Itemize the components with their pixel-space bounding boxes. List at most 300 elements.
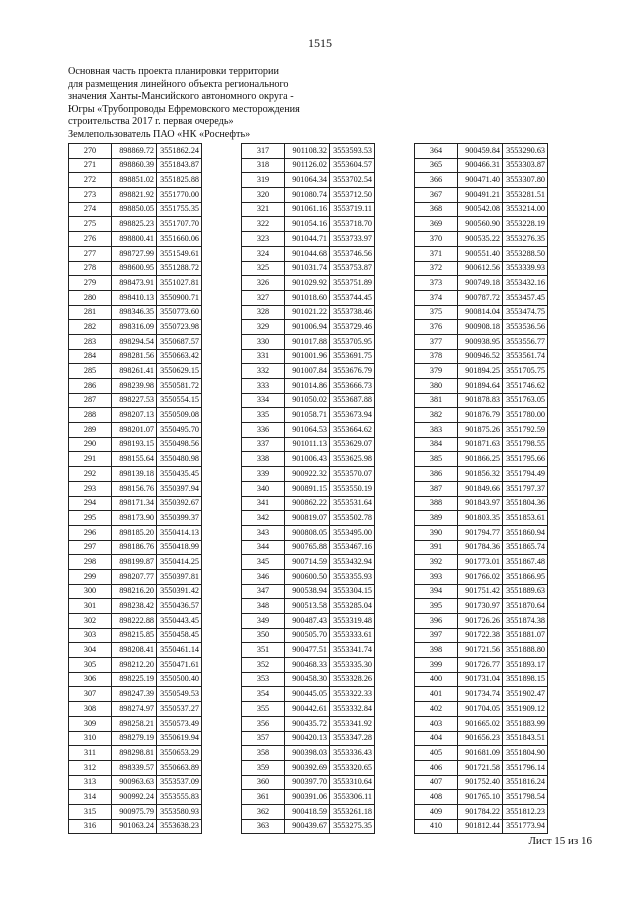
table-row bbox=[415, 305, 548, 320]
coordinate-y: 3553275.35 bbox=[330, 819, 375, 834]
coordinate-x: 901044.68 bbox=[285, 246, 330, 261]
point-number: 271 bbox=[69, 158, 112, 173]
coordinate-x: 900435.72 bbox=[285, 716, 330, 731]
table-row bbox=[242, 408, 375, 423]
coordinates-table-1 bbox=[68, 143, 202, 834]
coordinate-x: 901871.63 bbox=[458, 437, 503, 452]
point-number: 369 bbox=[415, 217, 458, 232]
coordinate-x: 901681.09 bbox=[458, 746, 503, 761]
coordinate-x: 901784.36 bbox=[458, 540, 503, 555]
point-number: 317 bbox=[242, 144, 285, 159]
table-row bbox=[415, 687, 548, 702]
coordinate-y: 3553432.94 bbox=[330, 555, 375, 570]
coordinate-x: 900391.06 bbox=[285, 790, 330, 805]
point-number: 392 bbox=[415, 555, 458, 570]
coordinate-y: 3553307.80 bbox=[503, 173, 548, 188]
point-number: 361 bbox=[242, 790, 285, 805]
coordinate-x: 898215.85 bbox=[112, 628, 157, 643]
table-row bbox=[415, 232, 548, 247]
coordinate-x: 901734.74 bbox=[458, 687, 503, 702]
coordinate-x: 900418.59 bbox=[285, 804, 330, 819]
table-row bbox=[415, 804, 548, 819]
coordinate-x: 901876.79 bbox=[458, 408, 503, 423]
coordinate-x: 901894.25 bbox=[458, 364, 503, 379]
coordinate-y: 3550773.60 bbox=[157, 305, 202, 320]
coordinate-x: 901803.35 bbox=[458, 511, 503, 526]
coordinate-x: 900862.22 bbox=[285, 496, 330, 511]
table-row bbox=[69, 217, 202, 232]
point-number: 316 bbox=[69, 819, 112, 834]
table-row bbox=[242, 672, 375, 687]
coordinate-x: 901064.53 bbox=[285, 423, 330, 438]
coordinate-y: 3553702.54 bbox=[330, 173, 375, 188]
coordinate-y: 3551843.51 bbox=[503, 731, 548, 746]
table-row bbox=[69, 408, 202, 423]
coordinate-x: 898473.91 bbox=[112, 276, 157, 291]
coordinate-y: 3551804.90 bbox=[503, 746, 548, 761]
coordinate-x: 898261.41 bbox=[112, 364, 157, 379]
coordinate-y: 3550537.27 bbox=[157, 702, 202, 717]
coordinate-y: 3551705.75 bbox=[503, 364, 548, 379]
point-number: 328 bbox=[242, 305, 285, 320]
coordinate-y: 3550509.08 bbox=[157, 408, 202, 423]
coordinate-x: 898800.41 bbox=[112, 232, 157, 247]
coordinate-x: 901058.71 bbox=[285, 408, 330, 423]
table-row bbox=[69, 232, 202, 247]
table-row bbox=[415, 452, 548, 467]
table-row bbox=[242, 702, 375, 717]
coordinate-x: 898298.81 bbox=[112, 746, 157, 761]
point-number: 275 bbox=[69, 217, 112, 232]
coordinate-y: 3551865.74 bbox=[503, 540, 548, 555]
coordinate-x: 900819.07 bbox=[285, 511, 330, 526]
coordinate-x: 901001.96 bbox=[285, 349, 330, 364]
table-row bbox=[69, 643, 202, 658]
point-number: 290 bbox=[69, 437, 112, 452]
point-number: 343 bbox=[242, 525, 285, 540]
point-number: 334 bbox=[242, 393, 285, 408]
point-number: 350 bbox=[242, 628, 285, 643]
coordinate-y: 3553276.35 bbox=[503, 232, 548, 247]
point-number: 320 bbox=[242, 188, 285, 203]
coordinate-x: 900445.05 bbox=[285, 687, 330, 702]
coordinate-x: 901721.58 bbox=[458, 760, 503, 775]
coordinate-y: 3553332.84 bbox=[330, 702, 375, 717]
coordinate-x: 898294.54 bbox=[112, 334, 157, 349]
coordinate-x: 898207.77 bbox=[112, 569, 157, 584]
point-number: 408 bbox=[415, 790, 458, 805]
table-row bbox=[242, 614, 375, 629]
coordinate-y: 3553467.16 bbox=[330, 540, 375, 555]
table-row bbox=[242, 584, 375, 599]
coordinate-y: 3551860.94 bbox=[503, 525, 548, 540]
table-row bbox=[415, 290, 548, 305]
coordinate-x: 898216.20 bbox=[112, 584, 157, 599]
point-number: 313 bbox=[69, 775, 112, 790]
point-number: 331 bbox=[242, 349, 285, 364]
table-row bbox=[242, 525, 375, 540]
coordinate-x: 900560.90 bbox=[458, 217, 503, 232]
coordinate-y: 3550436.57 bbox=[157, 599, 202, 614]
coordinate-y: 3551898.15 bbox=[503, 672, 548, 687]
point-number: 292 bbox=[69, 467, 112, 482]
coordinate-x: 898171.34 bbox=[112, 496, 157, 511]
point-number: 274 bbox=[69, 202, 112, 217]
point-number: 395 bbox=[415, 599, 458, 614]
coordinate-y: 3550458.45 bbox=[157, 628, 202, 643]
coordinate-y: 3553306.11 bbox=[330, 790, 375, 805]
table-row bbox=[242, 511, 375, 526]
table-row bbox=[69, 540, 202, 555]
table-row bbox=[242, 569, 375, 584]
point-number: 302 bbox=[69, 614, 112, 629]
table-row bbox=[242, 144, 375, 159]
point-number: 394 bbox=[415, 584, 458, 599]
coordinate-y: 3550392.67 bbox=[157, 496, 202, 511]
coordinate-y: 3553570.07 bbox=[330, 467, 375, 482]
point-number: 321 bbox=[242, 202, 285, 217]
coordinate-y: 3550573.49 bbox=[157, 716, 202, 731]
coordinate-y: 3551798.55 bbox=[503, 437, 548, 452]
table-row bbox=[415, 246, 548, 261]
coordinate-y: 3551773.94 bbox=[503, 819, 548, 834]
coordinate-x: 901018.60 bbox=[285, 290, 330, 305]
table-row bbox=[415, 173, 548, 188]
table-row bbox=[242, 261, 375, 276]
coordinate-y: 3550414.25 bbox=[157, 555, 202, 570]
coordinate-x: 901665.02 bbox=[458, 716, 503, 731]
coordinate-x: 900963.63 bbox=[112, 775, 157, 790]
coordinate-x: 901730.97 bbox=[458, 599, 503, 614]
title-line: значения Ханты-Мансийского автономного округа - bbox=[68, 91, 294, 103]
coordinate-x: 901794.77 bbox=[458, 525, 503, 540]
coordinate-y: 3550435.45 bbox=[157, 467, 202, 482]
point-number: 319 bbox=[242, 173, 285, 188]
coordinate-x: 900442.61 bbox=[285, 702, 330, 717]
table-row bbox=[242, 232, 375, 247]
table-row bbox=[242, 349, 375, 364]
table-row bbox=[242, 687, 375, 702]
point-number: 402 bbox=[415, 702, 458, 717]
point-number: 344 bbox=[242, 540, 285, 555]
table-row bbox=[69, 202, 202, 217]
coordinate-y: 3553339.93 bbox=[503, 261, 548, 276]
table-row bbox=[69, 320, 202, 335]
point-number: 282 bbox=[69, 320, 112, 335]
table-row bbox=[69, 496, 202, 511]
point-number: 379 bbox=[415, 364, 458, 379]
table-row bbox=[242, 320, 375, 335]
table-row bbox=[415, 349, 548, 364]
coordinate-x: 898139.18 bbox=[112, 467, 157, 482]
coordinate-x: 898727.99 bbox=[112, 246, 157, 261]
coordinate-x: 900439.67 bbox=[285, 819, 330, 834]
coordinates-table-2 bbox=[241, 143, 375, 834]
table-row bbox=[242, 437, 375, 452]
coordinate-x: 900922.32 bbox=[285, 467, 330, 482]
coordinate-x: 900908.18 bbox=[458, 320, 503, 335]
table-row bbox=[242, 173, 375, 188]
point-number: 333 bbox=[242, 379, 285, 394]
coordinate-y: 3551794.49 bbox=[503, 467, 548, 482]
coordinate-y: 3550549.53 bbox=[157, 687, 202, 702]
point-number: 393 bbox=[415, 569, 458, 584]
point-number: 304 bbox=[69, 643, 112, 658]
coordinate-x: 901894.64 bbox=[458, 379, 503, 394]
point-number: 352 bbox=[242, 658, 285, 673]
table-row bbox=[415, 790, 548, 805]
point-number: 356 bbox=[242, 716, 285, 731]
table-row bbox=[415, 364, 548, 379]
coordinate-y: 3550399.37 bbox=[157, 511, 202, 526]
point-number: 325 bbox=[242, 261, 285, 276]
coordinate-y: 3550480.98 bbox=[157, 452, 202, 467]
coordinate-y: 3553561.74 bbox=[503, 349, 548, 364]
coordinate-y: 3553550.19 bbox=[330, 481, 375, 496]
coordinate-x: 900468.33 bbox=[285, 658, 330, 673]
table-row bbox=[69, 775, 202, 790]
coordinate-y: 3550471.61 bbox=[157, 658, 202, 673]
point-number: 283 bbox=[69, 334, 112, 349]
coordinate-y: 3553319.48 bbox=[330, 614, 375, 629]
coordinate-y: 3553474.75 bbox=[503, 305, 548, 320]
point-number: 337 bbox=[242, 437, 285, 452]
coordinate-x: 900420.13 bbox=[285, 731, 330, 746]
table-row bbox=[69, 525, 202, 540]
table-row bbox=[415, 525, 548, 540]
coordinate-y: 3553629.07 bbox=[330, 437, 375, 452]
table-row bbox=[415, 584, 548, 599]
coordinate-y: 3551780.00 bbox=[503, 408, 548, 423]
coordinate-x: 900891.15 bbox=[285, 481, 330, 496]
table-row bbox=[69, 173, 202, 188]
coordinate-y: 3553214.00 bbox=[503, 202, 548, 217]
table-row bbox=[242, 496, 375, 511]
coordinate-x: 901866.25 bbox=[458, 452, 503, 467]
coordinate-x: 900551.40 bbox=[458, 246, 503, 261]
point-number: 296 bbox=[69, 525, 112, 540]
coordinate-y: 3553673.94 bbox=[330, 408, 375, 423]
table-row bbox=[69, 437, 202, 452]
coordinate-x: 898208.41 bbox=[112, 643, 157, 658]
sheet-counter: Лист 15 из 16 bbox=[528, 835, 592, 847]
point-number: 309 bbox=[69, 716, 112, 731]
table-row bbox=[415, 144, 548, 159]
coordinate-x: 900459.84 bbox=[458, 144, 503, 159]
coordinate-x: 900814.04 bbox=[458, 305, 503, 320]
title-line: для размещения линейного объекта регионального bbox=[68, 78, 289, 90]
coordinate-x: 901812.44 bbox=[458, 819, 503, 834]
coordinate-x: 901108.32 bbox=[285, 144, 330, 159]
coordinate-y: 3550414.13 bbox=[157, 525, 202, 540]
point-number: 276 bbox=[69, 232, 112, 247]
coordinate-y: 3553753.87 bbox=[330, 261, 375, 276]
coordinate-y: 3553729.46 bbox=[330, 320, 375, 335]
point-number: 362 bbox=[242, 804, 285, 819]
coordinate-y: 3553355.93 bbox=[330, 569, 375, 584]
table-row bbox=[415, 569, 548, 584]
point-number: 336 bbox=[242, 423, 285, 438]
coordinate-x: 901751.42 bbox=[458, 584, 503, 599]
coordinate-x: 901007.84 bbox=[285, 364, 330, 379]
table-row bbox=[242, 334, 375, 349]
table-row bbox=[242, 246, 375, 261]
point-number: 367 bbox=[415, 188, 458, 203]
coordinate-x: 898212.20 bbox=[112, 658, 157, 673]
coordinate-y: 3553664.62 bbox=[330, 423, 375, 438]
point-number: 297 bbox=[69, 540, 112, 555]
coordinate-x: 901752.40 bbox=[458, 775, 503, 790]
point-number: 405 bbox=[415, 746, 458, 761]
table-row bbox=[415, 158, 548, 173]
coordinate-y: 3553322.33 bbox=[330, 687, 375, 702]
coordinate-x: 901875.26 bbox=[458, 423, 503, 438]
point-number: 295 bbox=[69, 511, 112, 526]
table-row bbox=[415, 379, 548, 394]
table-row bbox=[69, 804, 202, 819]
table-row bbox=[415, 217, 548, 232]
coordinate-y: 3553328.26 bbox=[330, 672, 375, 687]
point-number: 286 bbox=[69, 379, 112, 394]
point-number: 298 bbox=[69, 555, 112, 570]
point-number: 359 bbox=[242, 760, 285, 775]
coordinate-y: 3553537.09 bbox=[157, 775, 202, 790]
point-number: 293 bbox=[69, 481, 112, 496]
point-number: 281 bbox=[69, 305, 112, 320]
table-row bbox=[242, 746, 375, 761]
coordinate-y: 3553347.28 bbox=[330, 731, 375, 746]
coordinate-y: 3550629.15 bbox=[157, 364, 202, 379]
table-row bbox=[415, 334, 548, 349]
coordinate-x: 900398.03 bbox=[285, 746, 330, 761]
coordinate-x: 900392.69 bbox=[285, 760, 330, 775]
point-number: 385 bbox=[415, 452, 458, 467]
point-number: 380 bbox=[415, 379, 458, 394]
table-row bbox=[242, 217, 375, 232]
coordinate-x: 898851.02 bbox=[112, 173, 157, 188]
coordinate-y: 3553556.77 bbox=[503, 334, 548, 349]
point-number: 382 bbox=[415, 408, 458, 423]
coordinate-y: 3553531.64 bbox=[330, 496, 375, 511]
coordinate-y: 3553335.30 bbox=[330, 658, 375, 673]
coordinate-x: 900466.31 bbox=[458, 158, 503, 173]
table-row bbox=[415, 540, 548, 555]
point-number: 312 bbox=[69, 760, 112, 775]
table-row bbox=[242, 716, 375, 731]
table-row bbox=[69, 702, 202, 717]
point-number: 270 bbox=[69, 144, 112, 159]
table-row bbox=[415, 614, 548, 629]
coordinate-x: 898247.39 bbox=[112, 687, 157, 702]
table-row bbox=[415, 702, 548, 717]
point-number: 305 bbox=[69, 658, 112, 673]
point-number: 410 bbox=[415, 819, 458, 834]
coordinate-y: 3553304.15 bbox=[330, 584, 375, 599]
coordinate-y: 3550723.98 bbox=[157, 320, 202, 335]
point-number: 351 bbox=[242, 643, 285, 658]
coordinate-y: 3551867.48 bbox=[503, 555, 548, 570]
table-row bbox=[69, 334, 202, 349]
coordinate-y: 3551288.72 bbox=[157, 261, 202, 276]
coordinate-x: 900535.22 bbox=[458, 232, 503, 247]
point-number: 308 bbox=[69, 702, 112, 717]
coordinate-x: 900612.56 bbox=[458, 261, 503, 276]
coordinate-x: 900542.08 bbox=[458, 202, 503, 217]
table-row bbox=[242, 364, 375, 379]
table-row bbox=[69, 658, 202, 673]
point-number: 306 bbox=[69, 672, 112, 687]
table-row bbox=[415, 496, 548, 511]
coordinate-x: 898227.53 bbox=[112, 393, 157, 408]
coordinate-x: 898850.05 bbox=[112, 202, 157, 217]
coordinate-x: 900992.24 bbox=[112, 790, 157, 805]
point-number: 273 bbox=[69, 188, 112, 203]
point-number: 360 bbox=[242, 775, 285, 790]
table-row bbox=[242, 540, 375, 555]
point-number: 310 bbox=[69, 731, 112, 746]
coordinate-x: 898225.19 bbox=[112, 672, 157, 687]
point-number: 346 bbox=[242, 569, 285, 584]
coordinate-y: 3551902.47 bbox=[503, 687, 548, 702]
table-row bbox=[69, 305, 202, 320]
coordinate-y: 3550687.57 bbox=[157, 334, 202, 349]
coordinate-x: 901011.13 bbox=[285, 437, 330, 452]
table-row bbox=[69, 452, 202, 467]
coordinate-x: 898346.35 bbox=[112, 305, 157, 320]
coordinate-y: 3551888.80 bbox=[503, 643, 548, 658]
coordinate-y: 3553290.63 bbox=[503, 144, 548, 159]
coordinate-y: 3553593.53 bbox=[330, 144, 375, 159]
coordinate-y: 3553457.45 bbox=[503, 290, 548, 305]
coordinate-x: 898825.23 bbox=[112, 217, 157, 232]
point-number: 374 bbox=[415, 290, 458, 305]
land-user-line: Землепользователь ПАО «НК «Роснефть» bbox=[68, 128, 251, 140]
table-row bbox=[69, 555, 202, 570]
table-row bbox=[242, 790, 375, 805]
table-row bbox=[69, 144, 202, 159]
coordinate-y: 3551027.81 bbox=[157, 276, 202, 291]
point-number: 381 bbox=[415, 393, 458, 408]
table-row bbox=[415, 555, 548, 570]
point-number: 300 bbox=[69, 584, 112, 599]
coordinate-y: 3550498.56 bbox=[157, 437, 202, 452]
point-number: 311 bbox=[69, 746, 112, 761]
title-line: строительства 2017 г. первая очередь» bbox=[68, 116, 234, 128]
point-number: 398 bbox=[415, 643, 458, 658]
coordinate-x: 900491.21 bbox=[458, 188, 503, 203]
point-number: 349 bbox=[242, 614, 285, 629]
point-number: 341 bbox=[242, 496, 285, 511]
coordinate-y: 3551881.07 bbox=[503, 628, 548, 643]
point-number: 301 bbox=[69, 599, 112, 614]
coordinate-x: 901044.71 bbox=[285, 232, 330, 247]
table-row bbox=[242, 158, 375, 173]
coordinate-y: 3551795.66 bbox=[503, 452, 548, 467]
point-number: 401 bbox=[415, 687, 458, 702]
table-row bbox=[242, 276, 375, 291]
coordinate-y: 3553691.75 bbox=[330, 349, 375, 364]
coordinate-y: 3553555.83 bbox=[157, 790, 202, 805]
point-number: 365 bbox=[415, 158, 458, 173]
table-row bbox=[415, 467, 548, 482]
coordinate-y: 3551883.99 bbox=[503, 716, 548, 731]
table-row bbox=[242, 804, 375, 819]
table-row bbox=[415, 775, 548, 790]
coordinate-x: 898339.57 bbox=[112, 760, 157, 775]
table-row bbox=[415, 188, 548, 203]
point-number: 389 bbox=[415, 511, 458, 526]
coordinate-y: 3553676.79 bbox=[330, 364, 375, 379]
